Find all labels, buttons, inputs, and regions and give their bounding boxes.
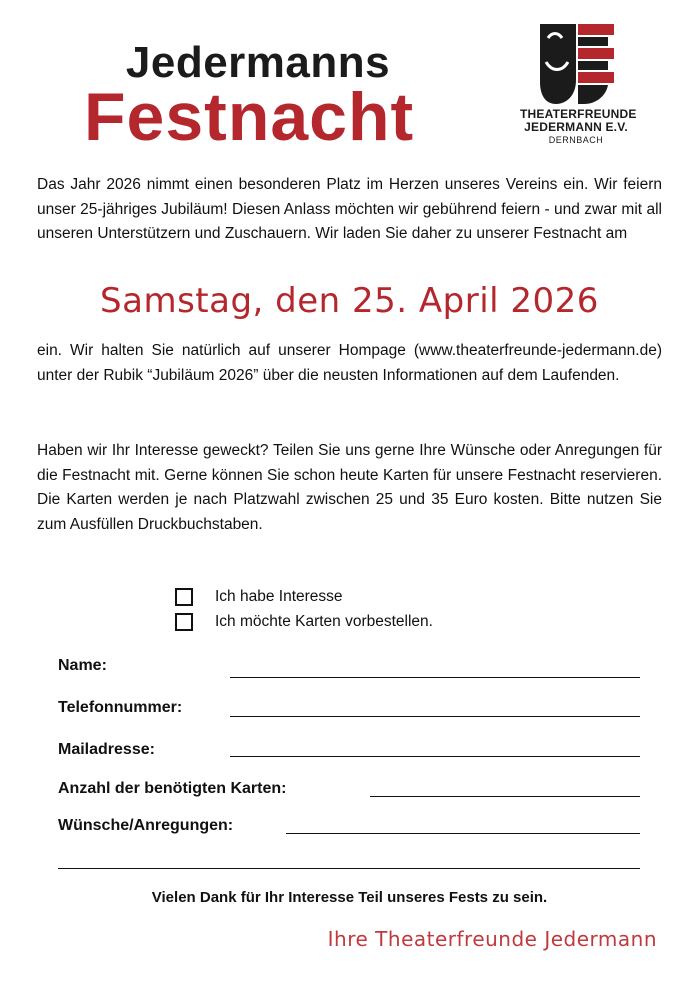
logo-text-theaterfreunde: THEATERFREUNDE	[520, 107, 637, 121]
tickets-field-line[interactable]	[370, 796, 640, 797]
wishes-field-line-2[interactable]	[58, 868, 640, 869]
mail-field-line[interactable]	[230, 756, 640, 757]
event-date: Samstag, den 25. April 2026	[100, 281, 599, 321]
info-paragraph: ein. Wir halten Sie natürlich auf unserer Hompage (www.theaterfreunde-jedermann.de) unter der Rubik “Jubiläum 2026” über die neusten Informationen auf dem Laufenden.	[37, 342, 662, 384]
interest-paragraph: Haben wir Ihr Interesse geweckt? Teilen Sie uns gerne Ihre Wünsche oder Anregungen für die Festnacht mit. Gerne können Sie schon heute Karten für unsere Festnacht reservieren. Die Karten werden je nach Platzwahl zwischen 25 und 35 Euro kosten. Bitte nutzen Sie zum Ausfüllen Druckbuchstaben.	[37, 442, 662, 533]
checkbox-row-interest[interactable]	[175, 585, 343, 609]
phone-field-line[interactable]	[230, 716, 640, 717]
intro-paragraph: Das Jahr 2026 nimmt einen besonderen Platz im Herzen unseres Vereins ein. Wir feiern unser 25-jähriges Jubiläum! Diesen Anlass möchten wir gebührend feiern - und zwar mit all unseren Unterstützern und Zuschauern. Wir laden Sie daher zu unserer Festnacht am	[37, 176, 662, 242]
page-title-jedermanns: Jedermanns	[125, 38, 391, 87]
preorder-checkbox[interactable]	[175, 613, 193, 631]
tickets-label: Anzahl der benötigten Karten:	[58, 780, 287, 797]
name-field-line[interactable]	[230, 677, 640, 678]
logo-text-jedermann: JEDERMANN E.V.	[524, 120, 628, 134]
page-title-festnacht: Festnacht	[84, 79, 415, 155]
theater-masks-logo-icon	[534, 20, 618, 108]
mail-label: Mailadresse:	[58, 741, 155, 758]
logo-text-dernbach: DERNBACH	[548, 135, 604, 145]
phone-label: Telefonnummer:	[58, 699, 183, 716]
logo	[520, 20, 637, 146]
interest-checkbox-label: Ich habe Interesse	[215, 588, 343, 605]
name-label: Name:	[58, 657, 107, 674]
interest-checkbox[interactable]	[175, 588, 193, 606]
checkbox-row-tickets[interactable]	[175, 610, 433, 634]
preorder-checkbox-label: Ich möchte Karten vorbestellen.	[215, 613, 433, 630]
wishes-label: Wünsche/Anregungen:	[58, 817, 234, 834]
signature: Ihre Theaterfreunde Jedermann	[327, 927, 657, 951]
thanks-text: Vielen Dank für Ihr Interesse Teil unseres Fests zu sein.	[151, 889, 548, 906]
wishes-field-line[interactable]	[286, 833, 640, 834]
